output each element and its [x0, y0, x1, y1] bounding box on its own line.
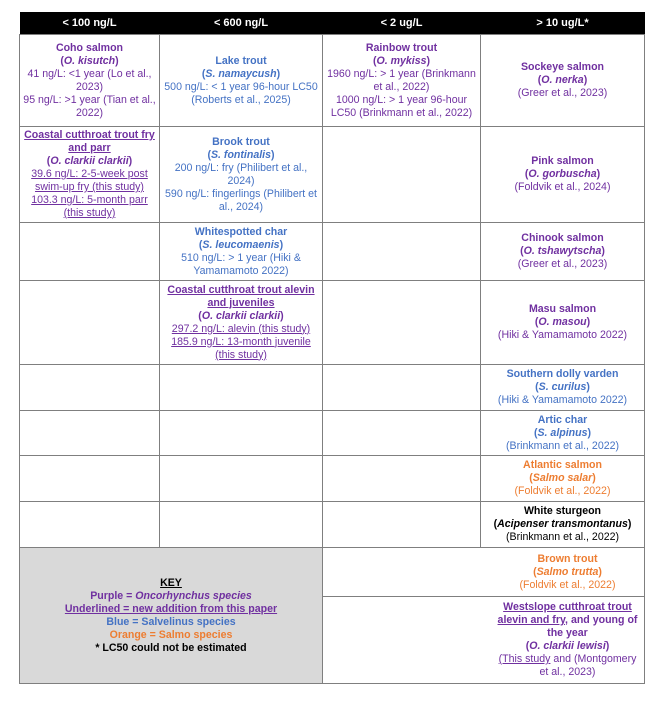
cell-westslope-trout [323, 597, 645, 684]
species-value: (Greer et al., 2023) [517, 87, 608, 99]
table-cell [323, 411, 481, 456]
table-row [20, 281, 645, 365]
key-orange-line: Orange = Salmo species [109, 628, 233, 641]
species-value: (Brinkmann et al., 2022) [505, 531, 620, 543]
species-value: 500 ng/L: < 1 year 96-hour LC50 (Roberts et al., 2025) [164, 80, 318, 106]
species-name: Atlantic salmon [523, 459, 602, 471]
table-row [20, 456, 645, 502]
table-cell [323, 223, 481, 281]
table-row [20, 502, 645, 548]
key-purple-italic: Oncorhynchus species [135, 589, 252, 602]
table-cell [481, 281, 645, 365]
species-name [493, 601, 642, 640]
table-cell [20, 502, 160, 548]
species-name: Masu salmon [528, 303, 597, 315]
table-cell [481, 35, 645, 127]
species-latin: (S. alpinus) [533, 426, 592, 439]
key-purple-line [22, 590, 320, 603]
westslope-ref-underlined: (This study [498, 653, 551, 665]
species-value: 590 ng/L: fingerlings (Philibert et al., 2024) [165, 187, 317, 213]
species-name: Chinook salmon [521, 232, 604, 244]
key-lc50-note: * LC50 could not be estimated [95, 641, 247, 654]
table-cell [323, 456, 481, 502]
cell-brown-trout [323, 548, 645, 597]
table-cell [481, 411, 645, 456]
table-cell [323, 281, 481, 365]
table-row [20, 127, 645, 223]
species-value: (Foldvik et al., 2024) [514, 181, 611, 193]
species-value: (Foldvik et al., 2022) [514, 485, 611, 497]
species-latin: (O. clarkii clarkii) [46, 155, 133, 167]
species-latin: (S. fontinalis) [207, 148, 275, 161]
key-title: KEY [160, 576, 182, 589]
species-value: 1960 ng/L: > 1 year (Brinkmann et al., 2022) [327, 67, 476, 93]
toxicity-table [19, 12, 645, 684]
species-name: Coastal cutthroat trout alevin and juveniles [167, 283, 315, 309]
species-latin: (Salmo trutta) [533, 565, 602, 578]
species-value: 185.9 ng/L: 13-month juvenile (this study) [171, 335, 311, 361]
table-cell [481, 456, 645, 502]
table-cell [323, 502, 481, 548]
table-cell [160, 456, 323, 502]
species-value: (Hiki & Yamamamoto 2022) [497, 329, 628, 341]
species-name: Brook trout [212, 135, 270, 148]
table-cell [160, 365, 323, 411]
species-value: 39.6 ng/L: 2-5-week post swim-up fry (this study) [31, 168, 148, 193]
table-cell [481, 223, 645, 281]
species-latin: (O. tshawytscha) [520, 245, 605, 257]
species-latin: (O. kisutch) [60, 54, 119, 67]
header-lt-2ug: < 2 ug/L [323, 12, 481, 35]
species-latin: (S. curilus) [535, 381, 590, 393]
table-cell [20, 456, 160, 502]
species-value: 510 ng/L: > 1 year (Hiki & Yamamamoto 2022) [181, 251, 301, 277]
key-box [20, 548, 323, 684]
table-cell [160, 127, 323, 223]
species-latin: (O. mykiss) [372, 54, 431, 67]
species-latin: (S. leucomaenis) [198, 238, 284, 251]
table-cell [20, 127, 160, 223]
table-cell [20, 411, 160, 456]
species-value: 200 ng/L: fry (Philibert et al., 2024) [174, 161, 308, 187]
header-gt-10ug: > 10 ug/L* [481, 12, 645, 35]
table-cell [20, 281, 160, 365]
table-cell [20, 35, 160, 127]
westslope-name-rest: and young of the year [547, 614, 638, 639]
species-value: 41 ng/L: <1 year (Lo et al., 2023) [27, 67, 152, 93]
table-cell [323, 127, 481, 223]
table-cell [323, 365, 481, 411]
species-latin: (Acipenser transmontanus) [493, 518, 632, 530]
species-value: (Brinkmann et al., 2022) [505, 439, 620, 452]
species-name: Pink salmon [531, 155, 594, 167]
table-cell [481, 502, 645, 548]
species-latin: (O. nerka) [537, 74, 588, 86]
table-row [20, 223, 645, 281]
header-row [20, 12, 645, 35]
westslope-name-underlined: Westslope cutthroat trout alevin and fry, [497, 601, 632, 626]
species-name: Southern dolly varden [506, 368, 619, 380]
species-name: Coho salmon [55, 41, 124, 54]
species-name: Brown trout [537, 552, 598, 565]
species-latin: (S. namaycush) [201, 67, 281, 80]
species-name: Artic char [537, 413, 588, 426]
species-latin: (O. gorbuscha) [524, 168, 601, 180]
table-cell [160, 502, 323, 548]
key-purple-prefix: Purple = [90, 589, 136, 602]
species-latin: (Salmo salar) [529, 472, 596, 484]
table-cell [20, 365, 160, 411]
species-name: Rainbow trout [365, 41, 438, 54]
table-cell [160, 223, 323, 281]
species-name: Whitespotted char [194, 225, 288, 238]
table-row [20, 411, 645, 456]
table-cell [160, 35, 323, 127]
table-cell [481, 127, 645, 223]
table-row [20, 548, 645, 597]
species-latin: (O. clarkii clarkii) [198, 309, 284, 322]
species-value: 103.3 ng/L: 5-month parr (this study) [31, 194, 148, 219]
species-name: Coastal cutthroat trout fry and parr [24, 129, 155, 154]
species-reference: (Foldvik et al., 2022) [519, 578, 616, 591]
species-name: Sockeye salmon [520, 61, 605, 73]
westslope-ref-rest: and (Montgomery et al., 2023) [539, 653, 637, 678]
header-lt-100ng: < 100 ng/L [20, 12, 160, 35]
table-cell [160, 281, 323, 365]
species-value: (Greer et al., 2023) [517, 258, 608, 270]
table-cell [323, 35, 481, 127]
species-latin: (O. masou) [534, 316, 591, 328]
table-row [20, 35, 645, 127]
species-name: White sturgeon [523, 505, 602, 517]
key-underline-line: Underlined = new addition from this paper [64, 602, 278, 615]
species-value: 95 ng/L: >1 year (Tian et al., 2022) [23, 93, 156, 119]
table-cell [481, 365, 645, 411]
species-name: Lake trout [215, 54, 267, 67]
table-cell [20, 223, 160, 281]
species-reference [493, 653, 642, 679]
key-blue-line: Blue = Salvelinus species [106, 615, 236, 628]
table-cell [160, 411, 323, 456]
header-lt-600ng: < 600 ng/L [160, 12, 323, 35]
species-value: 297.2 ng/L: alevin (this study) [171, 322, 311, 335]
species-value: 1000 ng/L: > 1 year 96-hour LC50 (Brinkmann et al., 2022) [330, 93, 473, 119]
species-latin: (O. clarkii lewisi) [525, 640, 610, 652]
table-row [20, 365, 645, 411]
species-value: (Hiki & Yamamamoto 2022) [497, 394, 628, 406]
